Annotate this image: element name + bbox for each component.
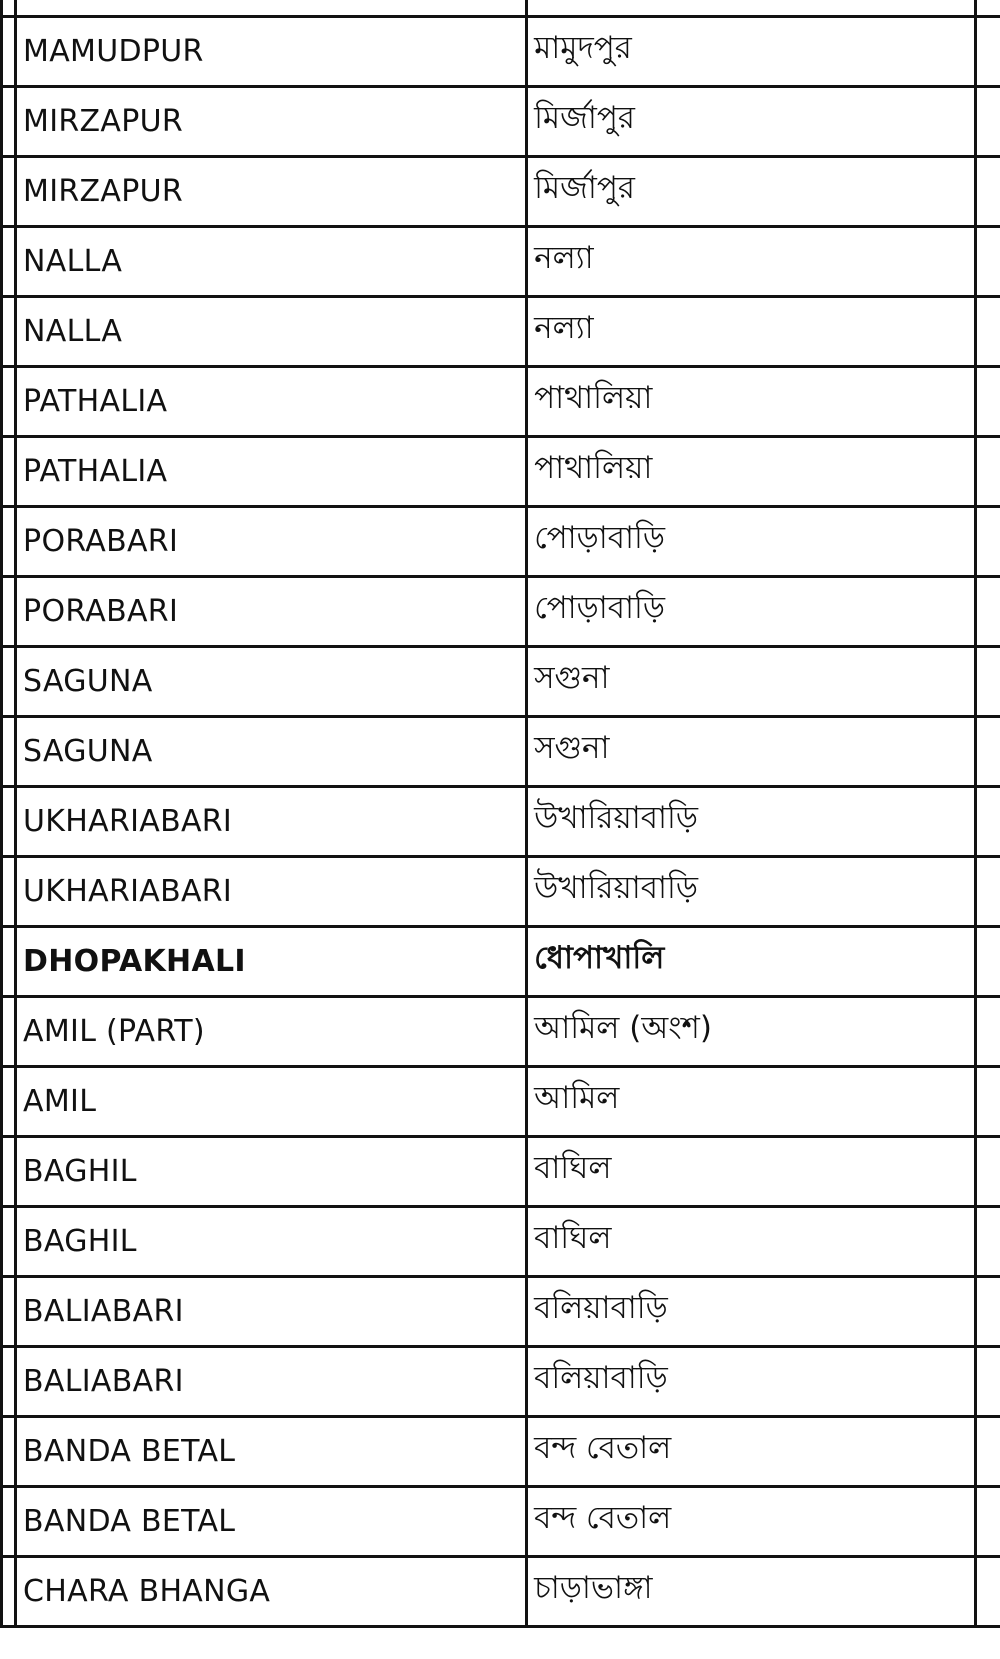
- table-body: [2, 0, 1000, 1627]
- row-left-margin-cell: [2, 1347, 16, 1417]
- bengali-name-cell: পোড়াবাড়ি: [527, 507, 976, 577]
- row-right-margin-cell: [975, 1277, 1000, 1347]
- row-right-margin-cell: [975, 1347, 1000, 1417]
- row-right-margin-cell: [975, 1137, 1000, 1207]
- bengali-name-cell: নল্যা: [527, 297, 976, 367]
- row-left-margin-cell: [2, 1277, 16, 1347]
- table-row: [2, 227, 1000, 297]
- row-right-margin-cell: [975, 647, 1000, 717]
- bengali-name-cell: উখারিয়াবাড়ি: [527, 787, 976, 857]
- row-left-margin-cell: [2, 647, 16, 717]
- bengali-name-cell: বাঘিল: [527, 1137, 976, 1207]
- table-row: [2, 577, 1000, 647]
- english-name-cell: PATHALIA: [16, 437, 527, 507]
- table-row: [2, 1557, 1000, 1627]
- bengali-name-cell: বলিয়াবাড়ি: [527, 1347, 976, 1417]
- bengali-name-cell: বাঘিল: [527, 1207, 976, 1277]
- row-left-margin-cell: [2, 437, 16, 507]
- row-left-margin-cell: [2, 997, 16, 1067]
- english-name-cell: MAMUDPUR: [16, 17, 527, 87]
- table-row: [2, 927, 1000, 997]
- english-name-cell: AMIL: [16, 1067, 527, 1137]
- table-row: [2, 17, 1000, 87]
- row-right-margin-cell: [975, 437, 1000, 507]
- row-left-margin-cell: [2, 157, 16, 227]
- table-row: [2, 297, 1000, 367]
- row-right-margin-cell: [975, 227, 1000, 297]
- row-right-margin-cell: [975, 297, 1000, 367]
- row-left-margin-cell: [2, 17, 16, 87]
- row-left-margin-cell: [2, 1417, 16, 1487]
- row-left-margin-cell: [2, 927, 16, 997]
- bengali-name-cell: মির্জাপুর: [527, 87, 976, 157]
- table-row: [2, 787, 1000, 857]
- row-right-margin-cell: [975, 1207, 1000, 1277]
- english-name-cell: PATHALIA: [16, 367, 527, 437]
- table-row: [2, 87, 1000, 157]
- table-row: [2, 367, 1000, 437]
- table-row: [2, 1347, 1000, 1417]
- bengali-name-cell: সগুনা: [527, 717, 976, 787]
- bengali-name-cell: বলিয়াবাড়ি: [527, 1277, 976, 1347]
- table-row: [2, 717, 1000, 787]
- bengali-name-cell: বন্দ বেতাল: [527, 1417, 976, 1487]
- english-name-cell: BANDA BETAL: [16, 1487, 527, 1557]
- english-name-cell: SAGUNA: [16, 647, 527, 717]
- table-row: [2, 0, 1000, 17]
- english-name-cell: PORABARI: [16, 507, 527, 577]
- bengali-name-cell: পাথালিয়া: [527, 367, 976, 437]
- table-row: [2, 1137, 1000, 1207]
- row-right-margin-cell: [975, 87, 1000, 157]
- row-left-margin-cell: [2, 87, 16, 157]
- table-row: [2, 1277, 1000, 1347]
- row-right-margin-cell: [975, 857, 1000, 927]
- bengali-name-cell: পাথালিয়া: [527, 437, 976, 507]
- row-left-margin-cell: [2, 297, 16, 367]
- english-name-cell: UKHARIABARI: [16, 857, 527, 927]
- row-right-margin-cell: [975, 157, 1000, 227]
- row-right-margin-cell: [975, 1067, 1000, 1137]
- row-left-margin-cell: [2, 1137, 16, 1207]
- english-name-cell: MIRZAPUR: [16, 157, 527, 227]
- row-right-margin-cell: [975, 17, 1000, 87]
- english-name-cell: BANDA BETAL: [16, 1417, 527, 1487]
- row-left-margin-cell: [2, 0, 16, 17]
- bengali-name-cell: আমিল: [527, 1067, 976, 1137]
- row-left-margin-cell: [2, 1557, 16, 1627]
- row-left-margin-cell: [2, 787, 16, 857]
- row-left-margin-cell: [2, 857, 16, 927]
- row-right-margin-cell: [975, 717, 1000, 787]
- bengali-name-cell: সগুনা: [527, 647, 976, 717]
- bengali-name-cell: [527, 0, 976, 17]
- row-left-margin-cell: [2, 717, 16, 787]
- english-name-cell: BAGHIL: [16, 1137, 527, 1207]
- row-right-margin-cell: [975, 1487, 1000, 1557]
- table-row: [2, 1487, 1000, 1557]
- table-row: [2, 857, 1000, 927]
- table-row: [2, 437, 1000, 507]
- english-name-cell: BALIABARI: [16, 1347, 527, 1417]
- row-right-margin-cell: [975, 577, 1000, 647]
- english-name-cell: BALIABARI: [16, 1277, 527, 1347]
- row-left-margin-cell: [2, 1487, 16, 1557]
- row-right-margin-cell: [975, 367, 1000, 437]
- table-row: [2, 1417, 1000, 1487]
- row-right-margin-cell: [975, 1417, 1000, 1487]
- bengali-name-cell: ধোপাখালি: [527, 927, 976, 997]
- english-name-cell: AMIL (PART): [16, 997, 527, 1067]
- table-row: [2, 647, 1000, 717]
- row-right-margin-cell: [975, 787, 1000, 857]
- english-name-cell: SAGUNA: [16, 717, 527, 787]
- bengali-name-cell: পোড়াবাড়ি: [527, 577, 976, 647]
- row-left-margin-cell: [2, 367, 16, 437]
- table-row: [2, 997, 1000, 1067]
- row-right-margin-cell: [975, 997, 1000, 1067]
- english-name-cell: PORABARI: [16, 577, 527, 647]
- row-right-margin-cell: [975, 507, 1000, 577]
- english-name-cell: [16, 0, 527, 17]
- english-name-cell: CHARA BHANGA: [16, 1557, 527, 1627]
- table-row: [2, 1207, 1000, 1277]
- row-right-margin-cell: [975, 927, 1000, 997]
- bengali-name-cell: আমিল (অংশ): [527, 997, 976, 1067]
- english-name-cell: NALLA: [16, 297, 527, 367]
- bengali-name-cell: চাড়াভাঙ্গা: [527, 1557, 976, 1627]
- bengali-name-cell: নল্যা: [527, 227, 976, 297]
- bengali-name-cell: বন্দ বেতাল: [527, 1487, 976, 1557]
- row-right-margin-cell: [975, 1557, 1000, 1627]
- table-row: [2, 157, 1000, 227]
- bengali-name-cell: মির্জাপুর: [527, 157, 976, 227]
- row-left-margin-cell: [2, 227, 16, 297]
- row-left-margin-cell: [2, 1067, 16, 1137]
- english-name-cell: DHOPAKHALI: [16, 927, 527, 997]
- row-right-margin-cell: [975, 0, 1000, 17]
- english-name-cell: BAGHIL: [16, 1207, 527, 1277]
- row-left-margin-cell: [2, 577, 16, 647]
- table-row: [2, 1067, 1000, 1137]
- bengali-name-cell: উখারিয়াবাড়ি: [527, 857, 976, 927]
- english-name-cell: UKHARIABARI: [16, 787, 527, 857]
- english-name-cell: MIRZAPUR: [16, 87, 527, 157]
- table-row: [2, 507, 1000, 577]
- row-left-margin-cell: [2, 507, 16, 577]
- english-name-cell: NALLA: [16, 227, 527, 297]
- row-left-margin-cell: [2, 1207, 16, 1277]
- bengali-name-cell: মামুদপুর: [527, 17, 976, 87]
